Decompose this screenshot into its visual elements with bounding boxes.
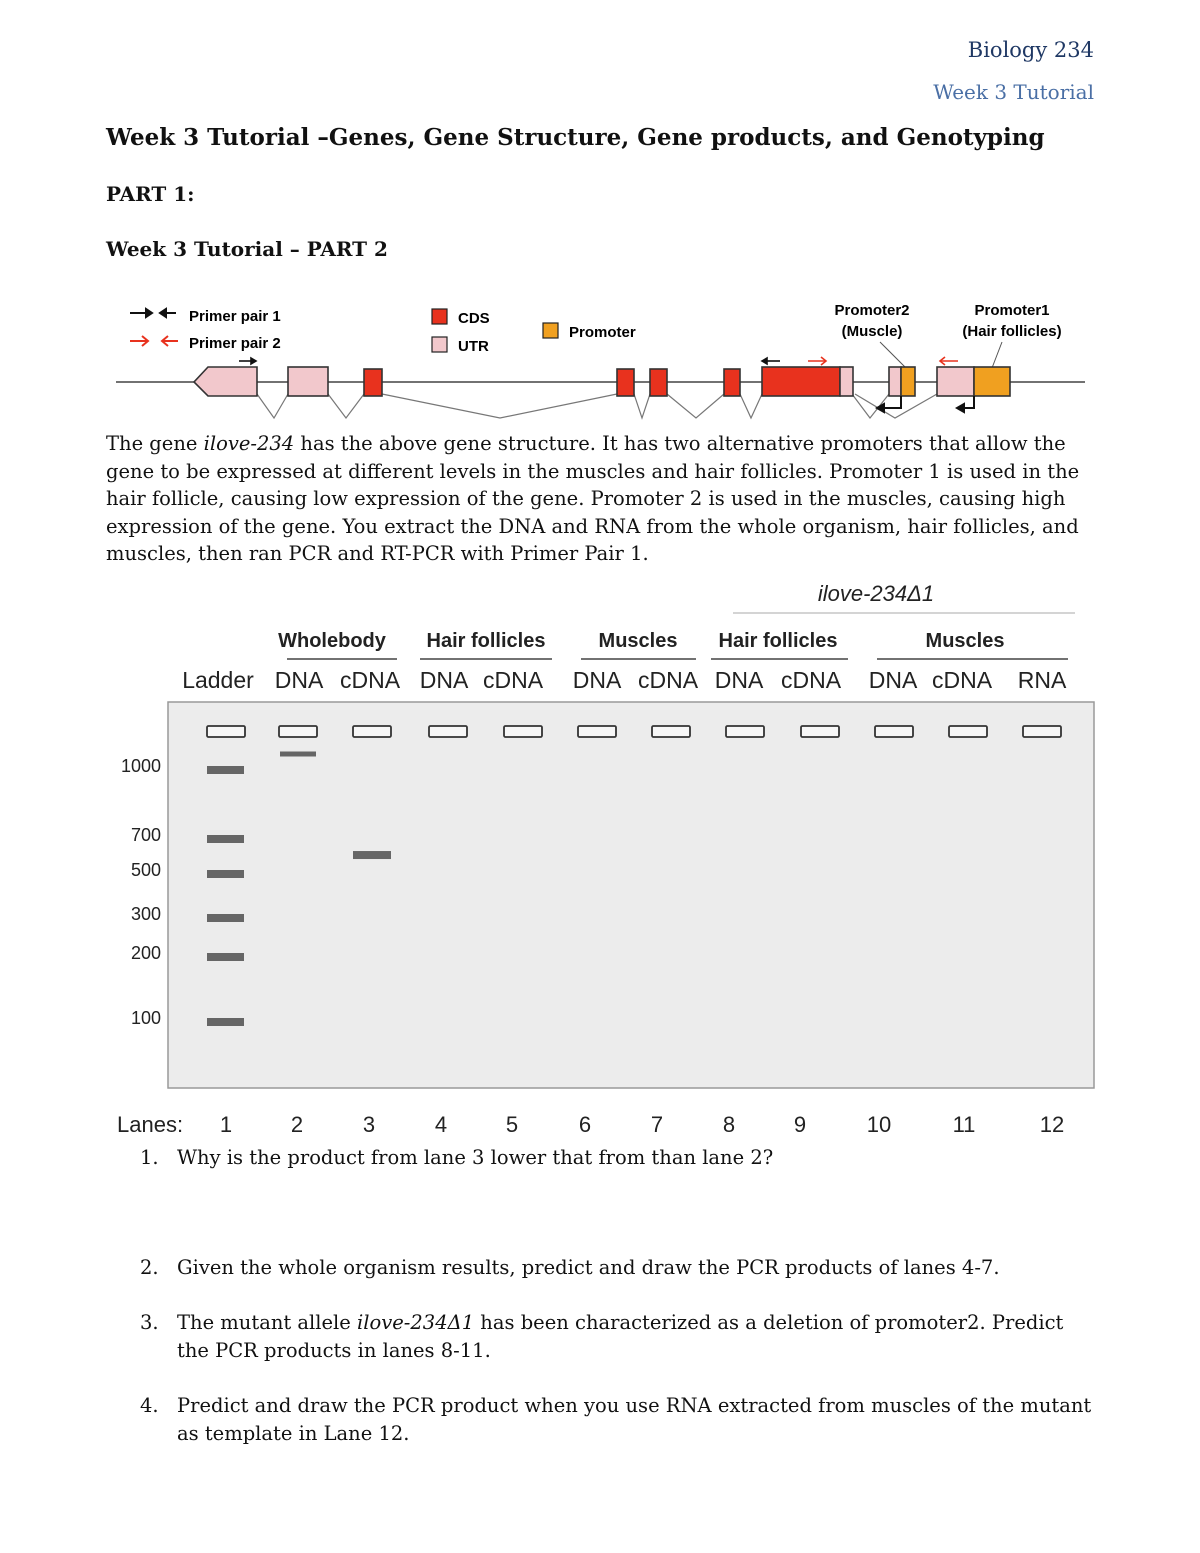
lane-number: 12: [1039, 1112, 1065, 1137]
mutant-allele-label: ilove-234Δ1: [817, 581, 935, 606]
exon-cds-1: [364, 369, 382, 396]
exon-utr-2: [288, 367, 328, 396]
sample-band: [353, 851, 391, 859]
gel-group-label: Hair follicles: [718, 630, 838, 652]
primer-pair-2-label: Primer pair 2: [189, 335, 281, 352]
promoter1-tissue-label: (Hair follicles): [962, 323, 1062, 340]
question-3-number: 3.: [140, 1311, 159, 1334]
exon-cds-2: [617, 369, 634, 396]
gel-well: [504, 726, 542, 737]
ladder-band: [207, 870, 244, 878]
gel-well: [652, 726, 690, 737]
promoter2-region: [901, 367, 915, 396]
tutorial-subheader: Week 3 Tutorial: [933, 80, 1094, 104]
question-4-number: 4.: [140, 1394, 159, 1417]
gel-lane-label: DNA: [419, 667, 469, 693]
gel-lane-label: DNA: [714, 667, 764, 693]
gel-well: [279, 726, 317, 737]
gel-electrophoresis-figure: [0, 570, 1200, 1145]
lane-number: 5: [505, 1112, 519, 1137]
gel-well: [578, 726, 616, 737]
ladder-size-label: 300: [130, 904, 161, 924]
part1-heading: PART 1:: [106, 182, 195, 206]
gel-lane-label: Ladder: [182, 667, 254, 693]
gel-well: [949, 726, 987, 737]
lane-number: 8: [722, 1112, 736, 1137]
transcription-start-arrows: [877, 396, 974, 412]
question-4-text: Predict and draw the PCR product when you use RNA extracted from muscles of the mutant as template in Lane 12.: [177, 1394, 1092, 1445]
question-1-number: 1.: [140, 1146, 159, 1169]
promoter1-label: Promoter1: [974, 302, 1050, 319]
gene-name: ilove-234: [203, 432, 295, 455]
ladder-band: [207, 766, 244, 774]
gel-group-label: Muscles: [598, 630, 678, 652]
part2-heading: Week 3 Tutorial – PART 2: [106, 237, 388, 261]
para-text-2: has the above gene structure. It has two alternative promoters that allow the gene to be expressed at different levels in the muscles and hair follicles. Promoter 1 is used in the hair follicle, causing low expression of the gene. Promoter 2 is used in the muscles, causing high expression of the gene. You extract the DNA and RNA from the whole organism, hair follicles, and muscles, then ran PCR and RT-PCR with Primer Pair 1.: [106, 432, 1080, 566]
question-3-text-pre: The mutant allele: [177, 1311, 358, 1334]
exon-cds-3: [650, 369, 667, 396]
utr-legend-label: UTR: [458, 338, 489, 355]
gel-lane-label: cDNA: [637, 667, 699, 693]
primer-pair-1-legend-arrows: [130, 309, 176, 317]
ladder-size-label: 700: [130, 825, 161, 845]
primer-pair-2-positions: [808, 357, 958, 365]
lane-number: 3: [362, 1112, 376, 1137]
question-3-text-post: has been characterized as a deletion of promoter2. Predict the PCR products in lanes 8-11.: [177, 1311, 1064, 1362]
lane-number: 10: [866, 1112, 892, 1137]
exon-cds-4: [724, 369, 740, 396]
ladder-size-label: 500: [130, 860, 161, 880]
gel-group-label: Muscles: [925, 630, 1005, 652]
lane-number: 2: [290, 1112, 304, 1137]
cds-legend-label: CDS: [458, 310, 490, 327]
ladder-band: [207, 835, 244, 843]
gel-lane-label: cDNA: [339, 667, 401, 693]
promoter1-region: [974, 367, 1010, 396]
gel-lane-label: DNA: [868, 667, 918, 693]
lane-number: 11: [952, 1112, 976, 1137]
gel-lane-label: DNA: [274, 667, 324, 693]
utr-legend-swatch: [432, 337, 447, 352]
promoter-legend-label: Promoter: [569, 324, 636, 341]
gene-structure-diagram: [0, 290, 1200, 430]
gel-well: [875, 726, 913, 737]
exon-utr-promoter2: [889, 367, 901, 396]
ladder-size-label: 1000: [120, 756, 161, 776]
ladder-size-label: 200: [130, 943, 161, 963]
lanes-prefix-label: Lanes:: [117, 1112, 184, 1137]
gel-lane-label: cDNA: [780, 667, 842, 693]
question-3-text: [177, 1309, 1097, 1364]
primer-pair-1-positions: [239, 358, 780, 364]
page-title: Week 3 Tutorial –Genes, Gene Structure, Gene products, and Genotyping: [106, 124, 1045, 151]
gel-lane-label: cDNA: [931, 667, 993, 693]
sample-band: [280, 752, 316, 757]
promoter2-label: Promoter2: [834, 302, 910, 319]
gel-well: [726, 726, 764, 737]
exon-3prime-utr: [194, 367, 257, 396]
ladder-band: [207, 914, 244, 922]
para-text-1: The gene: [106, 432, 204, 455]
gel-well: [1023, 726, 1061, 737]
lane-number: 1: [219, 1112, 233, 1137]
question-1-text: Why is the product from lane 3 lower that from than lane 2?: [177, 1146, 774, 1169]
gel-group-label: Wholebody: [278, 630, 386, 652]
gel-lane-label: DNA: [572, 667, 622, 693]
primer-pair-2-legend-arrows: [130, 336, 178, 346]
promoter1-pointer: [992, 342, 1002, 368]
gel-well: [429, 726, 467, 737]
ladder-size-label: 100: [130, 1008, 161, 1028]
primer-pair-1-label: Primer pair 1: [189, 308, 281, 325]
gel-lane-label: RNA: [1017, 667, 1067, 693]
intron-lines: [257, 394, 937, 418]
promoter-legend-swatch: [543, 323, 558, 338]
lane-number: 7: [650, 1112, 664, 1137]
course-header: Biology 234: [967, 38, 1094, 62]
exon-utr-promoter1: [937, 367, 974, 396]
lane-number: 6: [578, 1112, 592, 1137]
ladder-band: [207, 953, 244, 961]
gel-body: [168, 702, 1094, 1088]
gene-description-paragraph: [106, 430, 1096, 568]
gel-group-label: Hair follicles: [426, 630, 546, 652]
promoter2-pointer: [880, 342, 906, 368]
question-2-number: 2.: [140, 1256, 159, 1279]
ladder-band: [207, 1018, 244, 1026]
gel-well: [207, 726, 245, 737]
exon-utr-5prime-1: [840, 367, 853, 396]
gel-well: [801, 726, 839, 737]
gel-lane-label: cDNA: [482, 667, 544, 693]
cds-legend-swatch: [432, 309, 447, 324]
exon-cds-5: [762, 367, 840, 396]
gel-well: [353, 726, 391, 737]
question-3-allele: ilove-234Δ1: [357, 1311, 475, 1334]
lane-number: 9: [793, 1112, 807, 1137]
promoter2-tissue-label: (Muscle): [841, 323, 903, 340]
question-2-text: Given the whole organism results, predict and draw the PCR products of lanes 4-7.: [177, 1256, 1000, 1279]
lane-number: 4: [434, 1112, 448, 1137]
